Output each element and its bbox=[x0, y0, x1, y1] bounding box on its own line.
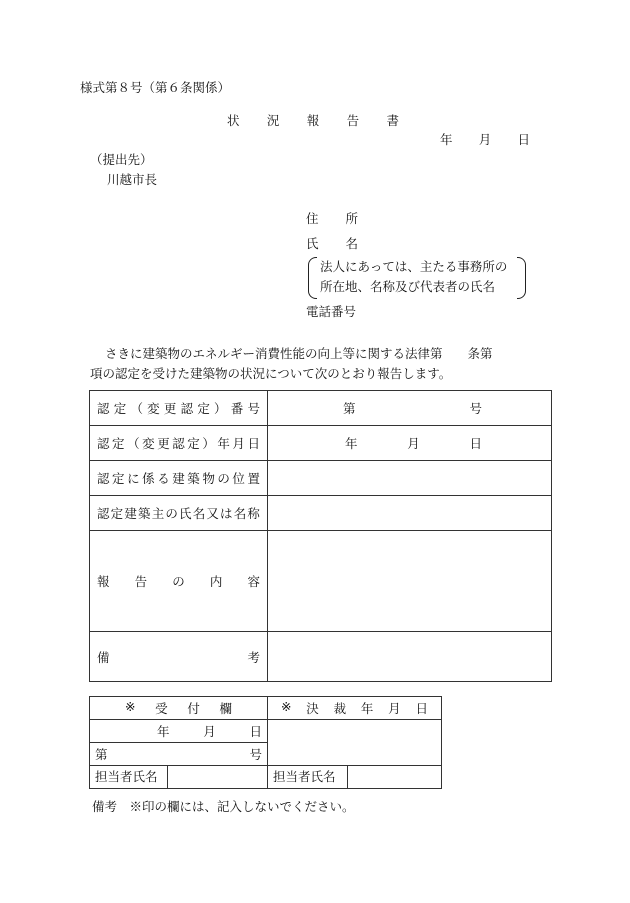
name-label-char: 氏 bbox=[306, 236, 319, 251]
date-day: 日 bbox=[517, 132, 530, 147]
label-char: 更 bbox=[163, 401, 177, 416]
header-char: 受 bbox=[155, 701, 168, 716]
body-text-line-1: さきに建築物のエネルギー消費性能の向上等に関する法律第 条第 bbox=[105, 346, 493, 361]
label-char: 号 bbox=[247, 401, 260, 416]
label-char: に bbox=[127, 471, 140, 486]
form-number: 様式第８号（第６条関係） bbox=[80, 80, 231, 95]
table-row bbox=[90, 766, 442, 789]
date-line bbox=[440, 134, 530, 147]
label-char: 月 bbox=[232, 436, 245, 451]
date-year: 年 bbox=[157, 724, 170, 739]
receipt-header bbox=[90, 697, 268, 720]
decision-date-cell bbox=[268, 720, 442, 766]
table-row bbox=[90, 720, 442, 743]
label-char: 建 bbox=[172, 471, 185, 486]
header-char: 日 bbox=[415, 701, 428, 716]
title-char: 書 bbox=[386, 113, 399, 128]
name-label-char: 名 bbox=[345, 236, 358, 251]
date-month: 月 bbox=[478, 132, 492, 147]
label-char: 年 bbox=[217, 436, 230, 451]
label-char: 容 bbox=[247, 574, 260, 589]
label-char: 変 bbox=[147, 401, 160, 416]
table-row bbox=[90, 391, 552, 426]
label-char: 日 bbox=[247, 436, 260, 451]
decision-header bbox=[268, 697, 442, 720]
decision-staff-cell bbox=[268, 766, 442, 789]
label-char: 認 bbox=[97, 436, 110, 451]
corporate-note bbox=[308, 257, 526, 299]
header-char: 裁 bbox=[333, 701, 347, 716]
label-char: 物 bbox=[202, 471, 215, 486]
owner-name-field[interactable] bbox=[268, 496, 552, 531]
left-bracket bbox=[308, 257, 317, 299]
report-content-label bbox=[90, 531, 268, 632]
recipient-label: （提出先） bbox=[90, 152, 153, 167]
label-char: 定 bbox=[197, 401, 210, 416]
header-char: 年 bbox=[360, 701, 374, 716]
note-line-2: 所在地、名称及び代表者の氏名 bbox=[320, 279, 496, 294]
label-char: の bbox=[217, 471, 230, 486]
label-char: 係 bbox=[142, 471, 155, 486]
phone-label: 電話番号 bbox=[306, 304, 357, 319]
label-char: 定 bbox=[187, 436, 200, 451]
body-text-line-2: 項の認定を受けた建築物の状況について次のとおり報告します。 bbox=[90, 366, 452, 381]
header-char: 決 bbox=[306, 701, 319, 716]
staff-name-label: 担当者氏名 bbox=[90, 766, 168, 788]
table-row bbox=[90, 531, 552, 632]
number-suffix: 号 bbox=[469, 401, 482, 416]
table-row bbox=[90, 632, 552, 682]
label-char: の bbox=[165, 506, 178, 521]
label-char: 変 bbox=[142, 436, 155, 451]
label-char: は bbox=[220, 506, 233, 521]
number-prefix: 第 bbox=[95, 747, 108, 762]
table-row bbox=[90, 461, 552, 496]
label-char: 定 bbox=[112, 436, 125, 451]
label-char: 備 bbox=[97, 649, 110, 665]
date-day: 日 bbox=[469, 436, 482, 451]
header-char: 付 bbox=[187, 701, 200, 716]
label-char: 認 bbox=[180, 401, 194, 416]
label-char: 内 bbox=[209, 574, 223, 589]
label-char: 告 bbox=[134, 574, 148, 589]
date-month: 月 bbox=[203, 724, 216, 739]
label-char: る bbox=[157, 471, 170, 486]
label-char: （ bbox=[130, 401, 143, 416]
date-month: 月 bbox=[407, 436, 420, 451]
label-char: 報 bbox=[97, 574, 110, 589]
owner-name-label bbox=[90, 496, 268, 531]
receipt-staff-cell bbox=[90, 766, 268, 789]
label-char: 築 bbox=[138, 506, 151, 521]
label-char: 名 bbox=[192, 506, 206, 521]
address-label-char: 所 bbox=[345, 211, 358, 226]
label-char: 定 bbox=[110, 506, 124, 521]
right-bracket bbox=[517, 257, 526, 299]
label-char: 名 bbox=[233, 506, 247, 521]
label-char: 考 bbox=[247, 649, 260, 665]
date-year: 年 bbox=[440, 132, 453, 147]
cert-number-label bbox=[90, 391, 268, 426]
label-char: 定 bbox=[113, 401, 127, 416]
remarks-label bbox=[90, 632, 268, 682]
cert-date-field[interactable] bbox=[268, 426, 552, 461]
header-char: 欄 bbox=[219, 701, 232, 716]
address-label-char: 住 bbox=[306, 211, 319, 226]
label-char: 認 bbox=[97, 401, 110, 416]
recipient-name: 川越市長 bbox=[107, 172, 158, 187]
building-location-label bbox=[90, 461, 268, 496]
staff-name-label: 担当者氏名 bbox=[268, 766, 348, 788]
label-char: 認 bbox=[97, 506, 110, 521]
report-content-field[interactable] bbox=[268, 531, 552, 632]
report-table bbox=[89, 390, 552, 682]
title-char: 況 bbox=[266, 113, 280, 128]
header-char: ※ bbox=[125, 699, 136, 714]
title-char: 告 bbox=[346, 113, 360, 128]
table-row bbox=[90, 697, 442, 720]
address-label bbox=[306, 213, 358, 226]
label-char: 称 bbox=[247, 506, 260, 521]
label-char: 築 bbox=[187, 471, 200, 486]
label-char: 氏 bbox=[179, 506, 192, 521]
note-line-1: 法人にあっては、主たる事務所の bbox=[320, 259, 508, 274]
document-title bbox=[227, 115, 399, 128]
remarks-field[interactable] bbox=[268, 632, 552, 682]
label-char: 番 bbox=[230, 401, 244, 416]
receipt-date-cell bbox=[90, 720, 268, 743]
title-char: 報 bbox=[306, 113, 320, 128]
label-char: 位 bbox=[232, 471, 245, 486]
number-prefix: 第 bbox=[343, 401, 356, 416]
number-suffix: 号 bbox=[249, 747, 262, 762]
date-year: 年 bbox=[345, 436, 358, 451]
label-char: 認 bbox=[172, 436, 185, 451]
receipt-number-cell bbox=[90, 743, 268, 766]
label-char: 定 bbox=[112, 471, 125, 486]
label-char: の bbox=[172, 574, 185, 589]
label-char: 建 bbox=[124, 506, 137, 521]
table-row bbox=[90, 426, 552, 461]
header-char: ※ bbox=[281, 699, 292, 714]
title-char: 状 bbox=[227, 113, 240, 128]
receipt-table bbox=[89, 696, 442, 789]
building-location-field[interactable] bbox=[268, 461, 552, 496]
label-char: 置 bbox=[247, 471, 260, 486]
footnote: 備考 ※印の欄には、記入しないでください。 bbox=[92, 799, 355, 814]
cert-date-label bbox=[90, 426, 268, 461]
name-label bbox=[306, 238, 358, 251]
label-char: 更 bbox=[157, 436, 170, 451]
table-row bbox=[90, 496, 552, 531]
header-char: 月 bbox=[388, 701, 401, 716]
label-char: ） bbox=[202, 436, 215, 451]
cert-number-field[interactable] bbox=[268, 391, 552, 426]
label-char: （ bbox=[127, 436, 140, 451]
label-char: 又 bbox=[206, 506, 219, 521]
label-char: ） bbox=[214, 401, 227, 416]
date-day: 日 bbox=[249, 724, 262, 739]
label-char: 認 bbox=[97, 471, 110, 486]
label-char: 主 bbox=[151, 506, 165, 521]
